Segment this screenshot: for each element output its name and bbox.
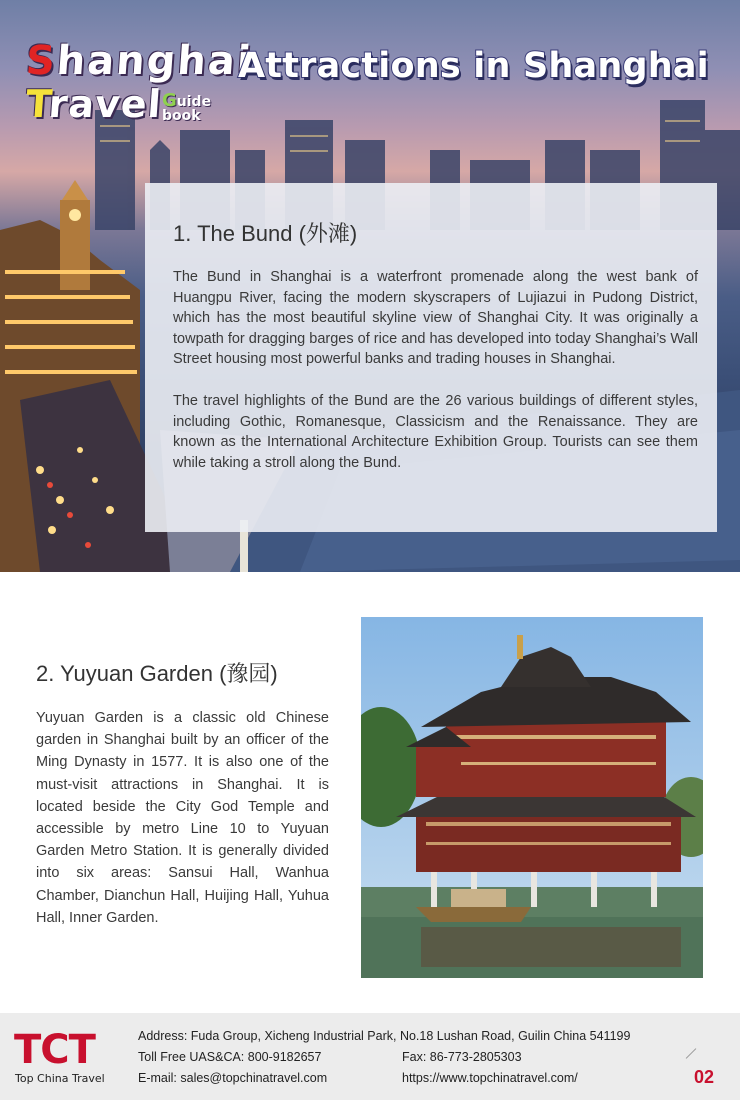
yuyuan-garden-photo — [361, 617, 703, 978]
logo-guide-rest: uide — [176, 94, 212, 110]
yuyuan-heading: 2. Yuyuan Garden (豫园) — [36, 661, 278, 686]
logo-line-2 — [24, 82, 163, 126]
logo-rest-2: ravel — [47, 82, 164, 126]
footer-fax: Fax: 86-773-2805303 — [402, 1050, 522, 1064]
shanghai-travel-guidebook-logo — [24, 38, 255, 138]
bund-paragraph-2: The travel highlights of the Bund are the 26 various buildings of different styles, including Gothic, Romanesque, Classicism and the Renaissance. They are known as the International Architecture Exhibition Group. Tourists can see them while taking a stroll along the Bund. — [173, 392, 698, 471]
tct-logo-letters: TCT — [14, 1027, 95, 1073]
yuyuan-pavilion-illustration — [361, 617, 703, 978]
footer-address: Address: Fuda Group, Xicheng Industrial Park, No.18 Lushan Road, Guilin China 541199 — [138, 1029, 631, 1043]
logo-line-1 — [24, 38, 254, 84]
bund-info-panel — [145, 183, 717, 532]
logo-guide-g: G — [162, 90, 177, 111]
footer-website[interactable]: https://www.topchinatravel.com/ — [402, 1071, 578, 1085]
logo-guidebook — [162, 90, 212, 124]
footer — [0, 1013, 740, 1100]
bund-heading: 1. The Bund (外滩) — [173, 221, 358, 246]
page-number: 02 — [694, 1067, 715, 1087]
logo-initial-t: T — [24, 82, 51, 126]
tct-logo-subtitle: Top China Travel — [15, 1072, 105, 1085]
yuyuan-paragraph: Yuyuan Garden is a classic old Chinese garden in Shanghai built by an officer of the Ming Dynasty in 1577. It is also one of the must-visit attractions in Shanghai. It is located beside the City God Temple and accessible by metro Line 10 to Yuyuan Garden Metro Station. It is generally divided into six areas: Sansui Hall, Wanhua Chamber, Dianchun Hall, Huijing Hall, Yuhua Hall, Inner Garden. — [36, 710, 329, 926]
bund-paragraph-1: The Bund in Shanghai is a waterfront promenade along the west bank of Huangpu River, facing the modern skyscrapers of Lujiazui in Pudong District, which has the most beautiful skyline view of Shanghai City. It was originally a towpath for dragging barges of rice and has developed into today Shanghai’s Wall Street housing most powerful banks and trading houses in Shanghai. — [173, 269, 698, 368]
footer-tollfree: Toll Free UAS&CA: 800-9182657 — [138, 1050, 322, 1064]
logo-book: book — [162, 108, 201, 124]
logo-initial-s: S — [24, 38, 59, 84]
tct-logo — [14, 1029, 104, 1089]
footer-email[interactable]: E-mail: sales@topchinatravel.com — [138, 1071, 328, 1085]
logo-rest-1: hanghai — [55, 38, 255, 84]
page-title: Attractions in Shanghai — [238, 46, 709, 86]
